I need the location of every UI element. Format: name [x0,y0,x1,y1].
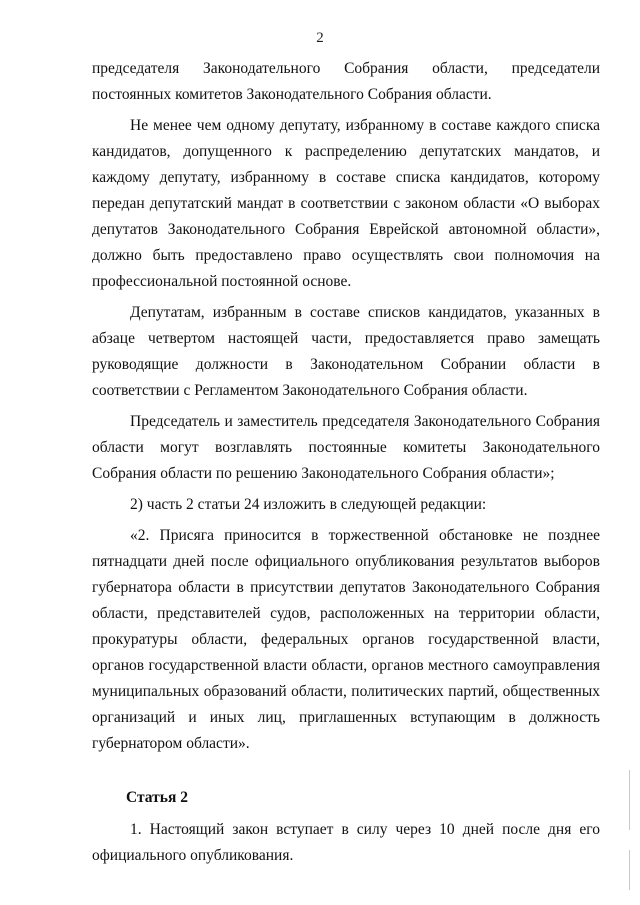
paragraph-mandate-right: Не менее чем одному депутату, избранному в составе каждого списка кандидатов, допущенного к распределению депутатских мандатов, и каждому депутату, избранному в составе списка кандидатов, которому передан депутатский мандат в соответствии с законом области «О выборах депутатов Законодательного Собрания Еврейской автономной области», должно быть предоставлено право осуществлять свои полномочия на профессиональной постоянной основе. [92,117,600,290]
paragraph-committee-heads: Председатель и заместитель председателя Законодательного Собрания области могут возглавлять постоянные комитеты Законодательного Собрания области по решению Законодательного Собрания области»; [92,413,600,482]
article-heading: Статья 2 [126,789,188,806]
document-body [92,56,600,874]
paragraph-continuation: председателя Законодательного Собрания области, председатели постоянных комитетов Законодательного Собрания области. [92,60,600,103]
paragraph-amendment-item: 2) часть 2 статьи 24 изложить в следующей редакции: [130,496,487,513]
scan-margin-line [629,770,630,830]
paragraph-leadership-positions: Депутатам, избранным в составе списков кандидатов, указанных в абзаце четвертом настоящей части, предоставляется право замещать руководящие должности в Законодательном Собрании области в соответствии с Регламентом Законодательного Собрания области. [92,304,600,399]
paragraph-effective-date: 1. Настоящий закон вступает в силу через 10 дней после дня его официального опубликования. [92,821,600,864]
scan-margin-line-lower [629,850,630,890]
paragraph-oath: «2. Присяга приносится в торжественной обстановке не позднее пятнадцати дней после официального опубликования результатов выборов губернатора области в присутствии депутатов Законодательного Собрания области, представителей судов, расположенных на территории области, прокуратуры области, федеральных органов государственной власти, органов государственной власти области, органов местного самоуправления муниципальных образований области, политических партий, общественных организаций и иных лиц, приглашенных вступающим в должность губернатором области». [92,527,600,752]
page-number: 2 [316,30,324,46]
